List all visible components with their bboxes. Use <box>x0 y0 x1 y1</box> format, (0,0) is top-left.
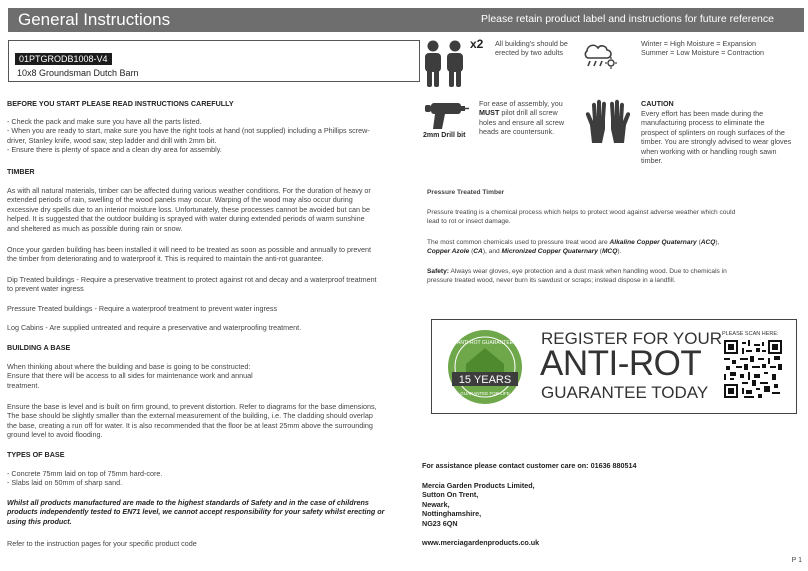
chemical-mcq-abbr: MCQ <box>601 248 618 256</box>
weather-icon <box>583 39 617 71</box>
chemical-acq-abbr: ACQ <box>700 239 716 246</box>
text-fragment: The most common chemicals used to pressure treat wood are <box>427 239 610 246</box>
text-line: driver, Stanley knife, wood saw, step ladder and drill with 2mm bit. <box>7 135 217 145</box>
must-emphasis: MUST <box>479 108 500 118</box>
text-line: Summer = Low Moisture = Contraction <box>641 48 765 58</box>
text-line: Pressure treating is a chemical process which helps to protect wood against adverse weather which could <box>427 209 736 216</box>
page-title: General Instructions <box>18 10 171 29</box>
safety-label: Safety: <box>427 268 449 275</box>
base-heading: BUILDING A BASE <box>7 343 71 352</box>
page-number: P 1 <box>791 557 802 564</box>
text-line: erected by two adults <box>495 48 563 58</box>
text-line: Whilst all products manufactured are made to the highest standards of Safety and in the case of childrens <box>7 498 369 507</box>
text-line: the timber from deteriorating and to waterproof it. This is required to maintain the anti-rot guarantee. <box>7 254 324 264</box>
timber-p5: Log Cabins - Are supplied untreated and require a preservative and waterproofing treatment. <box>7 323 302 332</box>
company-address <box>422 481 535 528</box>
text-line: When thinking about where the building and base is going to be constructed: <box>7 362 251 371</box>
before-start-heading: BEFORE YOU START PLEASE READ INSTRUCTIONS CAREFULLY <box>7 99 234 108</box>
chemical-acq: Alkaline Copper Quaternary <box>609 239 697 246</box>
text-line: Ensure the base is level and is built on firm ground, to prevent distortion. Refer to diagrams for the base dimensions, <box>7 402 377 411</box>
timber-p3 <box>7 275 407 294</box>
address-line: Newark, <box>422 499 450 509</box>
text-line: treatment. <box>7 380 40 390</box>
text-line: - When you are ready to start, make sure you have the right tools at hand (not supplied) including a Phillips screw- <box>7 126 370 136</box>
register-line-3: GUARANTEE TODAY <box>541 383 709 402</box>
base-p2 <box>7 402 407 440</box>
text-line: Once your garden building has been installed it will need to be treated as soon as possible and annually to prevent <box>7 245 372 254</box>
text-line: pressure treated wood, never burn its sawdust or scraps; instead dispose in a landfill. <box>427 277 676 285</box>
text-fragment: pilot drill all screw <box>499 108 558 118</box>
text-line: Ensure that there will be access to all sides for maintenance work and annual <box>7 371 253 381</box>
chemical-mcq: Micronized Copper Quaternary <box>501 248 598 256</box>
chemical-ca: Copper Azole <box>427 248 470 256</box>
pressure-treated-p2 <box>427 238 757 256</box>
drill-icon <box>423 99 469 131</box>
pressure-treated-p1 <box>427 208 757 226</box>
text-line: products independently tested to EN71 level, we cannot accept responsibility for your safety whilst erecting or <box>7 507 385 517</box>
text-line: As with all natural materials, timber can be affected during various weather conditions. For the duration of heavy or <box>7 186 371 195</box>
disclaimer <box>7 498 407 526</box>
refer-note: Refer to the instruction pages for your specific product code <box>7 539 197 548</box>
weather-text <box>641 39 764 58</box>
chemical-ca-abbr: CA <box>473 248 483 256</box>
customer-care: For assistance please contact customer care on: 01636 880514 <box>422 461 637 470</box>
two-people-icon <box>421 39 471 89</box>
list-item: - Slabs laid on 50mm of sharp sand. <box>7 478 123 488</box>
types-of-base-list <box>7 469 407 488</box>
gloves-icon <box>584 99 632 145</box>
text-line: ground level to avoid flooding. <box>7 430 103 440</box>
text-line: the base, creating a run off for water. It is also recommended that the floor be at least 25mm above the surrounding <box>7 420 373 430</box>
drill-caption: 2mm Drill bit <box>423 132 466 139</box>
text-line <box>479 108 564 117</box>
text-line: Copper Azole (CA), and Micronized Copper Quaternary (MCQ). <box>427 248 622 256</box>
people-count: x2 <box>470 37 484 51</box>
product-code: 01PTGRODB1008-V4 <box>15 53 112 65</box>
text-line: The most common chemicals used to pressure treat wood are Alkaline Copper Quaternary (ACQ), <box>427 239 720 246</box>
text-line: lead to rot or insect damage. <box>427 218 511 226</box>
text-line: The base should be slightly smaller than the external measurement of the building, i.e. The cladding should overlap <box>7 411 373 421</box>
timber-heading: TIMBER <box>7 167 35 176</box>
list-item: - Concrete 75mm laid on top of 75mm hard-core. <box>7 469 163 478</box>
text-line: extended periods of rain, swelling of the wood panels may occur. Warping of the wood may also occur during <box>7 195 353 205</box>
text-fragment: Always wear gloves, eye protection and a dust mask when handling wood. Due to chemicals in <box>449 268 727 275</box>
timber-p2 <box>7 245 407 264</box>
timber-p1 <box>7 186 407 233</box>
caution-heading: CAUTION <box>641 99 674 108</box>
address-line: Nottinghamshire, <box>422 509 482 519</box>
qr-code-icon[interactable] <box>724 340 782 398</box>
text-line: using this product. <box>7 516 72 526</box>
anti-rot-banner[interactable] <box>431 319 797 414</box>
pressure-treated-safety <box>427 267 757 285</box>
pressure-treated-heading: Pressure Treated Timber <box>427 189 505 196</box>
address-line: Sutton On Trent, <box>422 490 479 500</box>
badge-bottom: GUARANTEE FOR LIFE <box>460 391 510 396</box>
badge-years: 15 YEARS <box>458 374 512 386</box>
caution-text <box>641 109 791 165</box>
header-note: Please retain product label and instructions for future reference <box>480 13 774 25</box>
text-line: All building's should be <box>495 39 568 48</box>
register-line-1: REGISTER FOR YOUR <box>541 329 723 348</box>
before-start-text <box>7 117 417 155</box>
text-line: and sheltered as much as possible during rain or snow. <box>7 223 183 233</box>
text-line: heads are countersunk. <box>479 127 555 137</box>
product-name: 10x8 Groundsman Dutch Barn <box>17 68 139 78</box>
product-box <box>8 40 420 82</box>
timber-p4: Pressure Treated buildings - Require a waterproof treatment to prevent water ingress <box>7 304 278 313</box>
text-line: - Check the pack and make sure you have all the parts listed. <box>7 117 202 126</box>
text-line: Every effort has been made during the <box>641 109 764 118</box>
website-link[interactable]: www.merciagardenproducts.co.uk <box>422 538 540 547</box>
text-line: timber. <box>641 156 663 166</box>
types-of-base-heading: TYPES OF BASE <box>7 450 65 459</box>
text-line: timber. You are strongly advised to wear gloves <box>641 137 792 147</box>
text-line: - Ensure there is plenty of space and a clean dry area for assembly. <box>7 145 222 155</box>
text-line: manufacturing process to eliminate the <box>641 118 765 128</box>
drill-text <box>479 99 564 137</box>
scan-label: PLEASE SCAN HERE: <box>722 331 779 337</box>
text-line: For ease of assembly, you <box>479 99 563 108</box>
text-line: excessive dry spells due to an interior moisture loss. Unfortunately, these processes cannot be avoided but can be <box>7 204 371 214</box>
text-line: to prevent water ingress <box>7 284 84 294</box>
text-line: when working with or handling rough sawn <box>641 146 777 156</box>
text-line: helped. It is suggested that the outdoor building is sprayed with water during extended periods of warm sunshine <box>7 214 365 224</box>
text-fragment: , and <box>485 248 502 256</box>
anti-rot-badge-icon <box>446 328 524 406</box>
people-text <box>495 39 568 58</box>
text-line: Dip Treated buildings - Require a preservative treatment to protect against rot and decay and a waterproof treatment <box>7 275 377 284</box>
text-line <box>427 267 757 276</box>
register-line-2: ANTI-ROT <box>540 344 702 383</box>
base-p1 <box>7 362 407 390</box>
badge-top: ANTI-ROT GUARANTEE <box>456 340 514 346</box>
text-line: prospect of splinters on rough surfaces of the <box>641 127 785 137</box>
text-line: Winter = High Moisture = Expansion <box>641 39 757 48</box>
address-line: Mercia Garden Products Limited, <box>422 481 535 490</box>
text-line: holes and ensure all screw <box>479 117 565 127</box>
header-bar <box>8 8 804 32</box>
address-line: NG23 6QN <box>422 518 458 528</box>
